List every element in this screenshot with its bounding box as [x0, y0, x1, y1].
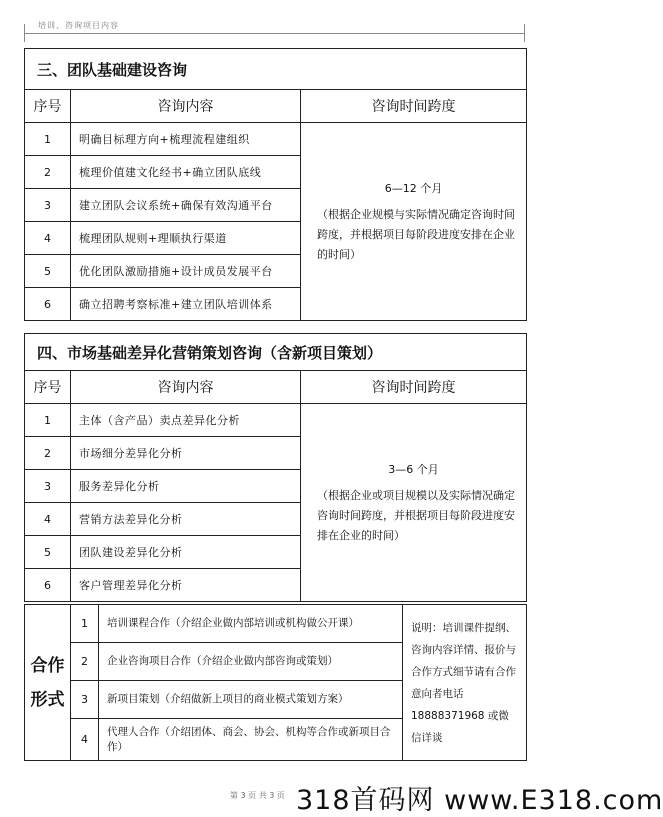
coop-number: 1 — [71, 605, 99, 643]
row-number: 5 — [25, 255, 71, 288]
time-span-cell — [301, 123, 527, 321]
row-content: 梳理价值建文化经书+确立团队底线 — [71, 156, 301, 189]
page-footer — [0, 772, 663, 816]
coop-content: 代理人合作（介绍团体、商会、协会、机构等合作或新项目合作） — [99, 719, 403, 761]
row-number: 4 — [25, 503, 71, 536]
row-content: 梳理团队规则+理顺执行渠道 — [71, 222, 301, 255]
row-number: 2 — [25, 156, 71, 189]
col-header-time: 咨询时间跨度 — [301, 371, 527, 404]
row-content: 优化团队激励措施+设计成员发展平台 — [71, 255, 301, 288]
row-number: 6 — [25, 288, 71, 321]
row-content: 建立团队会议系统+确保有效沟通平台 — [71, 189, 301, 222]
row-number: 5 — [25, 536, 71, 569]
row-content: 营销方法差异化分析 — [71, 503, 301, 536]
row-number: 1 — [25, 404, 71, 437]
marketing-table — [24, 333, 527, 602]
watermark: 318首码网 www.E318.com — [296, 785, 663, 816]
row-content: 确立招聘考察标准+建立团队培训体系 — [71, 288, 301, 321]
row-number: 3 — [25, 189, 71, 222]
row-content: 市场细分差异化分析 — [71, 437, 301, 470]
col-header-content: 咨询内容 — [71, 90, 301, 123]
row-content: 服务差异化分析 — [71, 470, 301, 503]
row-content: 主体（含产品）卖点差异化分析 — [71, 404, 301, 437]
section-title: 四、市场基础差异化营销策划咨询（含新项目策划） — [25, 334, 527, 371]
coop-content: 企业咨询项目合作（介绍企业做内部咨询或策划） — [99, 643, 403, 681]
col-header-content: 咨询内容 — [71, 371, 301, 404]
row-number: 6 — [25, 569, 71, 602]
coop-number: 4 — [71, 719, 99, 761]
row-number: 1 — [25, 123, 71, 156]
cooperation-note: 说明：培训课件提纲、咨询内容详情、报价与合作方式细节请有合作意向者电话 18888371968 或微信详谈 — [403, 605, 527, 761]
row-content: 团队建设差异化分析 — [71, 536, 301, 569]
coop-content: 新项目策划（介绍做新上项目的商业模式策划方案） — [99, 681, 403, 719]
cooperation-table — [24, 604, 527, 761]
row-number: 2 — [25, 437, 71, 470]
time-duration: 3—6 个月 — [388, 462, 439, 476]
header-rule — [24, 33, 525, 34]
coop-number: 3 — [71, 681, 99, 719]
time-span-cell — [301, 404, 527, 602]
col-header-number: 序号 — [25, 90, 71, 123]
row-number: 3 — [25, 470, 71, 503]
col-header-number: 序号 — [25, 371, 71, 404]
cooperation-label-line2: 形式 — [30, 689, 65, 710]
page-number: 第 3 页 共 3 页 — [230, 791, 285, 800]
coop-content: 培训课程合作（介绍企业做内部培训或机构做公开课） — [99, 605, 403, 643]
row-content: 明确目标理方向+梳理流程建组织 — [71, 123, 301, 156]
cooperation-label-line1: 合作 — [30, 655, 65, 676]
page-header: 培训、咨询项目内容 — [38, 21, 119, 30]
time-note: （根据企业规模与实际情况确定咨询时间跨度，并根据项目每阶段进度安排在企业的时间） — [317, 207, 515, 261]
section-title: 三、团队基础建设咨询 — [25, 49, 527, 90]
time-note: （根据企业或项目规模以及实际情况确定咨询时间跨度，并根据项目每阶段进度安排在企业的时间） — [317, 488, 515, 542]
row-number: 4 — [25, 222, 71, 255]
time-duration: 6—12 个月 — [384, 181, 443, 195]
team-building-table — [24, 48, 527, 321]
row-content: 客户管理差异化分析 — [71, 569, 301, 602]
cooperation-label — [25, 605, 71, 761]
col-header-time: 咨询时间跨度 — [301, 90, 527, 123]
coop-number: 2 — [71, 643, 99, 681]
